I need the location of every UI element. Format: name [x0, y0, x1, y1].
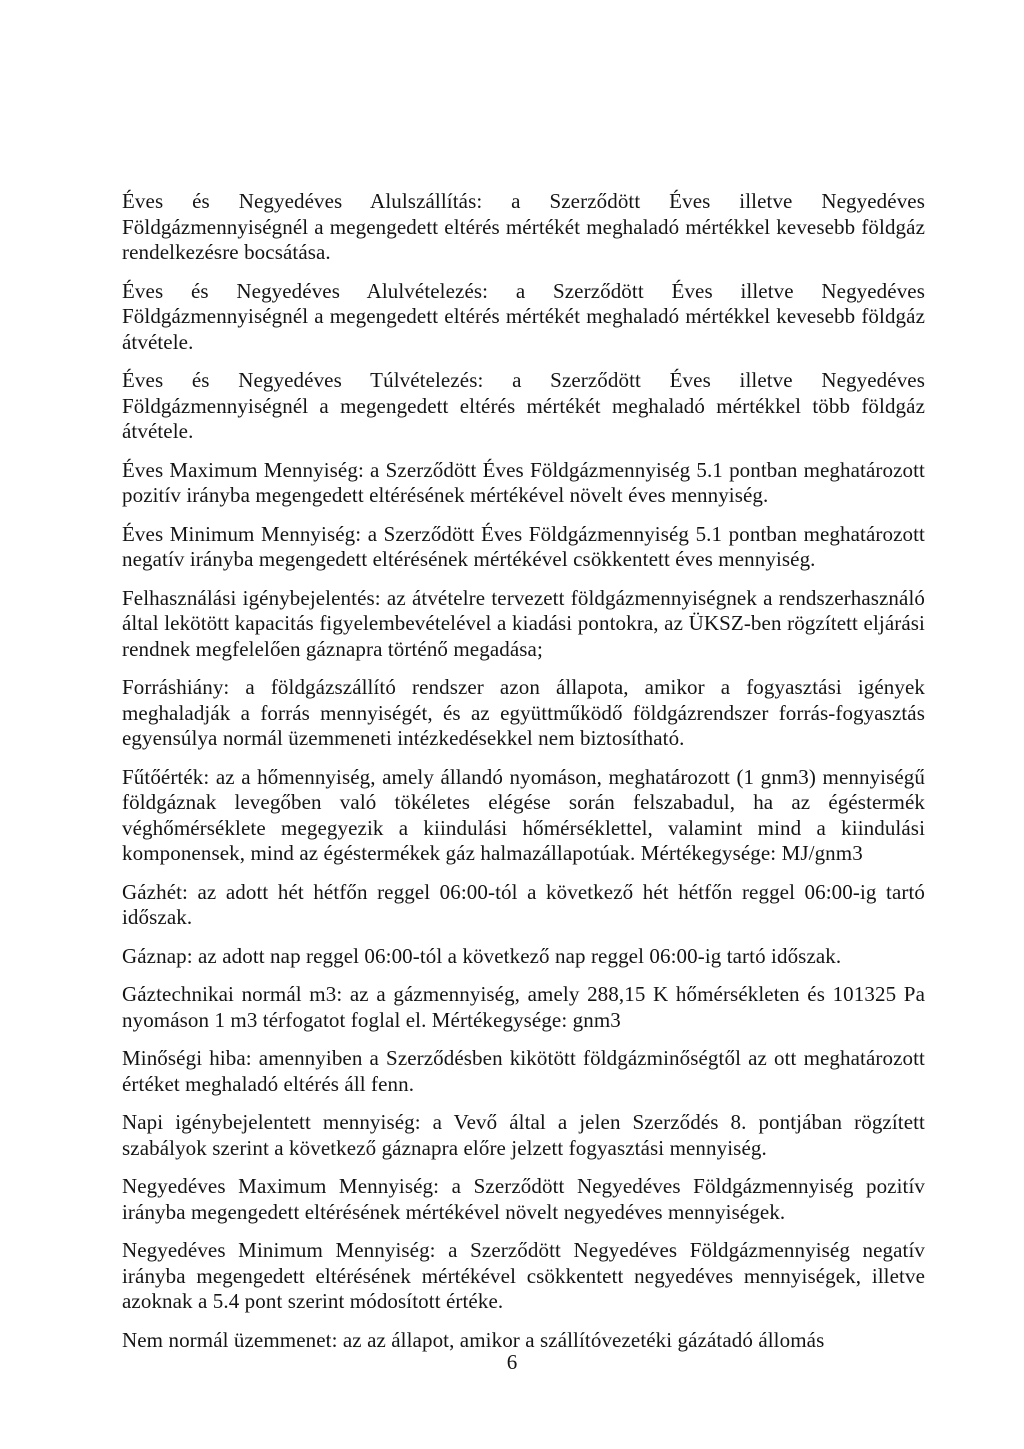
definition-paragraph: Éves Minimum Mennyiség: a Szerződött Éves Földgázmennyiség 5.1 pontban meghatározott negatív irányba megengedett eltérésének mértékével csökkentett éves mennyiség. — [122, 521, 925, 571]
definition-paragraph: Forráshiány: a földgázszállító rendszer azon állapota, amikor a fogyasztási igények meghaladják a forrás mennyiségét, és az együttműködő földgázrendszer forrás-fogyasztás egyensúlya normál üzemmeneti intézkedésekkel nem biztosítható. — [122, 675, 925, 750]
definition-paragraph: Gáztechnikai normál m3: az a gázmennyiség, amely 288,15 K hőmérsékleten és 101325 Pa nyomáson 1 m3 térfogatot foglal el. Mértékegysége: gnm3 — [122, 982, 925, 1032]
definition-paragraph: Éves és Negyedéves Túlvételezés: a Szerződött Éves illetve Negyedéves Földgázmennyiségnél a megengedett eltérés mértékét meghaladó mértékkel több földgáz átvétele. — [122, 368, 925, 443]
definition-paragraph: Fűtőérték: az a hőmennyiség, amely állandó nyomáson, meghatározott (1 gnm3) mennyiségű földgáznak levegőben való tökéletes elégése során felszabadul, ha az égéstermék véghőmérséklete megegyezik a kiindulási hőmérséklettel, valamint mind a kiindulási komponensek, mind az égéstermékek gáz halmazállapotúak. Mértékegysége: MJ/gnm3 — [122, 764, 925, 865]
definition-paragraph: Éves Maximum Mennyiség: a Szerződött Éves Földgázmennyiség 5.1 pontban meghatározott pozitív irányba megengedett eltérésének mértékével növelt éves mennyiség. — [122, 457, 925, 507]
page-number: 6 — [506, 1350, 518, 1374]
definition-paragraph: Napi igénybejelentett mennyiség: a Vevő által a jelen Szerződés 8. pontjában rögzített szabályok szerint a következő gáznapra előre jelzett fogyasztási mennyiség. — [122, 1110, 925, 1160]
definition-paragraph: Negyedéves Maximum Mennyiség: a Szerződött Negyedéves Földgázmennyiség pozitív irányba megengedett eltérésének mértékével növelt negyedéves mennyiségek. — [122, 1174, 925, 1224]
definition-paragraph: Nem normál üzemmenet: az az állapot, amikor a szállítóvezetéki gázátadó állomás — [122, 1327, 825, 1352]
definition-paragraph: Gáznap: az adott nap reggel 06:00-tól a következő nap reggel 06:00-ig tartó időszak. — [122, 943, 842, 968]
definition-paragraph: Éves és Negyedéves Alulszállítás: a Szerződött Éves illetve Negyedéves Földgázmennyiségnél a megengedett eltérés mértékét meghaladó mértékkel kevesebb földgáz rendelkezésre bocsátása. — [122, 189, 925, 264]
definition-paragraph: Gázhét: az adott hét hétfőn reggel 06:00-tól a következő hét hétfőn reggel 06:00-ig tartó időszak. — [122, 879, 925, 929]
definition-paragraph: Éves és Negyedéves Alulvételezés: a Szerződött Éves illetve Negyedéves Földgázmennyiségnél a megengedett eltérés mértékét meghaladó mértékkel kevesebb földgáz átvétele. — [122, 278, 925, 354]
definition-paragraph: Negyedéves Minimum Mennyiség: a Szerződött Negyedéves Földgázmennyiség negatív irányba megengedett eltérésének mértékével csökkentett negyedéves mennyiségek, illetve azoknak a 5.4 pont szerint módosított értéke. — [122, 1238, 925, 1313]
definition-paragraph: Minőségi hiba: amennyiben a Szerződésben kikötött földgázminőségtől az ott meghatározott értéket meghaladó eltérés áll fenn. — [122, 1046, 925, 1096]
definitions-body — [122, 189, 925, 1366]
definition-paragraph: Felhasználási igénybejelentés: az átvételre tervezett földgázmennyiségnek a rendszerhasználó által lekötött kapacitás figyelembevételével a kiadási pontokra, az ÜKSZ-ben rögzített eljárási rendnek megfelelően gáznapra történő megadása; — [122, 585, 925, 661]
